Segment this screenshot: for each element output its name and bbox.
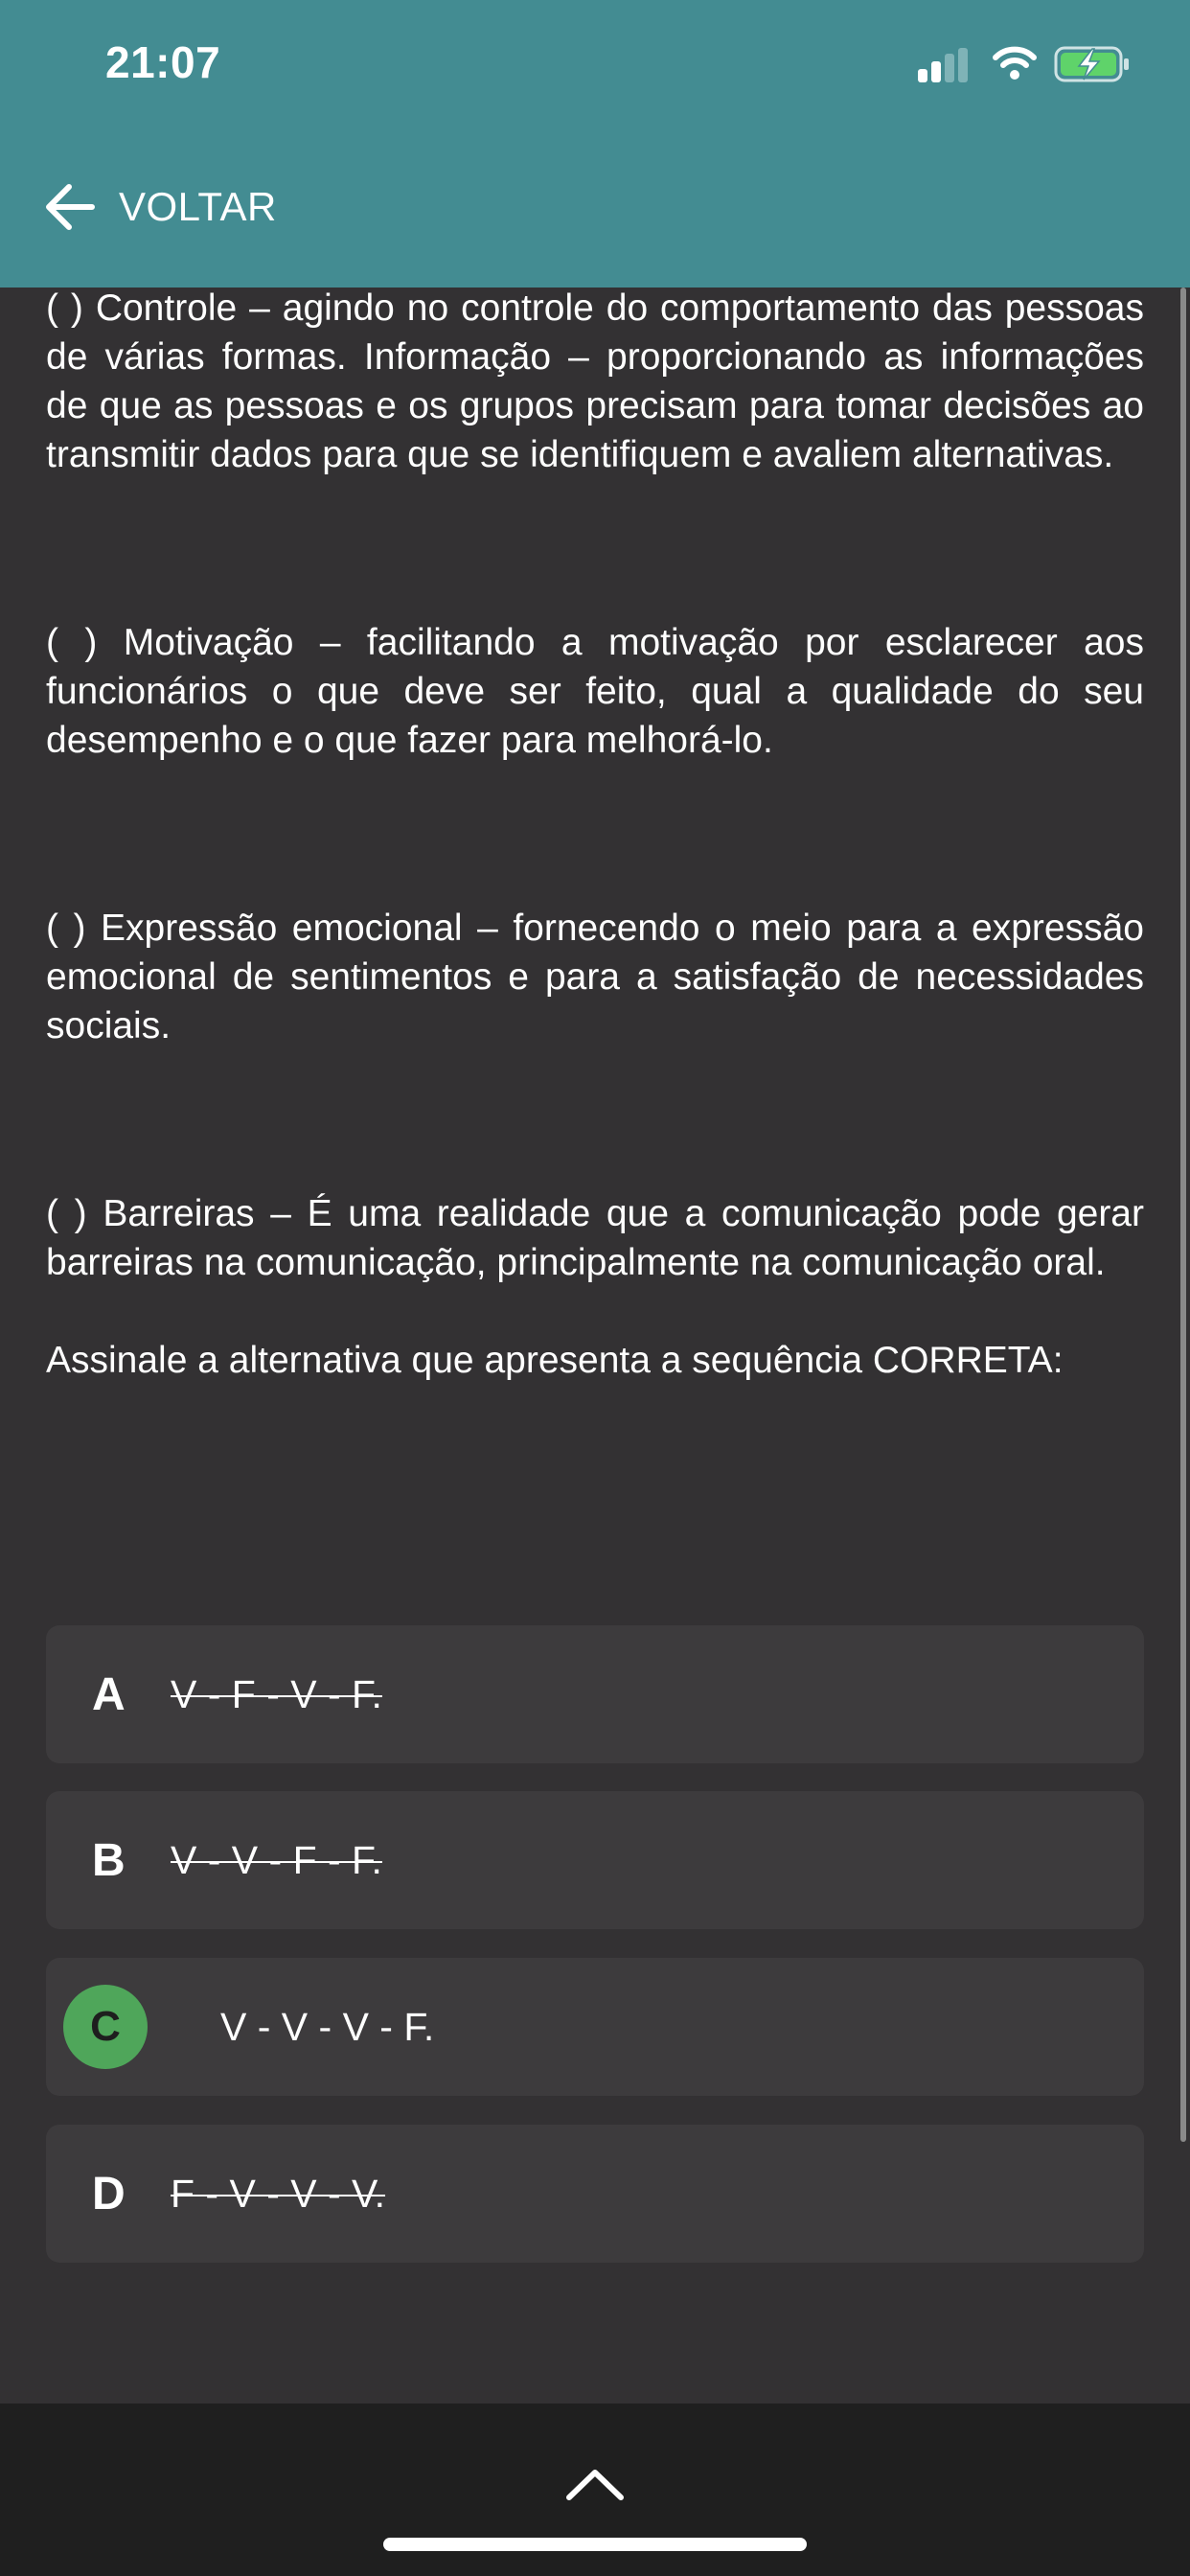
app-header [0,0,1190,288]
option-text: V - V - F - F. [171,1837,382,1882]
option-text: V - V - V - F. [220,2004,435,2049]
scrollbar[interactable] [1180,288,1186,2142]
option-d[interactable] [46,2125,1144,2263]
option-letter: B [92,1834,126,1886]
statement-expressao-emocional: ( ) Expressão emocional – fornecendo o meio para a expressão emocional de sentimentos e para a satisfação de necessidades sociais. [46,908,1144,1046]
option-c-selected[interactable] [46,1958,1144,2096]
battery-charging-icon [1054,46,1131,82]
option-b[interactable] [46,1791,1144,1929]
chevron-up-icon[interactable] [563,2465,627,2503]
home-indicator[interactable] [383,2538,807,2551]
arrow-left-icon [42,181,98,233]
status-time: 21:07 [105,37,221,87]
selected-option-badge: C [63,1985,148,2069]
question-body [46,284,1144,1385]
statement-barreiras: ( ) Barreiras – É uma realidade que a comunicação pode gerar barreiras na comunicação, principalmente na comunicação oral. [46,1193,1144,1283]
option-a[interactable] [46,1625,1144,1763]
option-text: V - F - V - F. [171,1671,382,1716]
option-text: F - V - V - V. [171,2171,386,2216]
statement-controle: ( ) Controle – agindo no controle do comportamento das pessoas de várias formas. Informação – proporcionando as informações de que as pessoas e os grupos precisam para tomar decisões ao transmitir dados para que se identifiquem e avaliem alternativas. [46,288,1144,475]
option-letter: D [92,2168,126,2220]
wifi-icon [993,44,1037,82]
option-letter: A [92,1668,126,1720]
back-button[interactable] [42,178,277,236]
back-label: VOLTAR [119,184,277,229]
statement-motivacao: ( ) Motivação – facilitando a motivação por esclarecer aos funcionários o que deve ser feito, qual a qualidade do seu desempenho e o que fazer para melhorá-lo. [46,622,1144,761]
cellular-signal-icon [918,48,970,82]
question-prompt: Assinale a alternativa que apresenta a sequência CORRETA: [46,1340,1064,1381]
